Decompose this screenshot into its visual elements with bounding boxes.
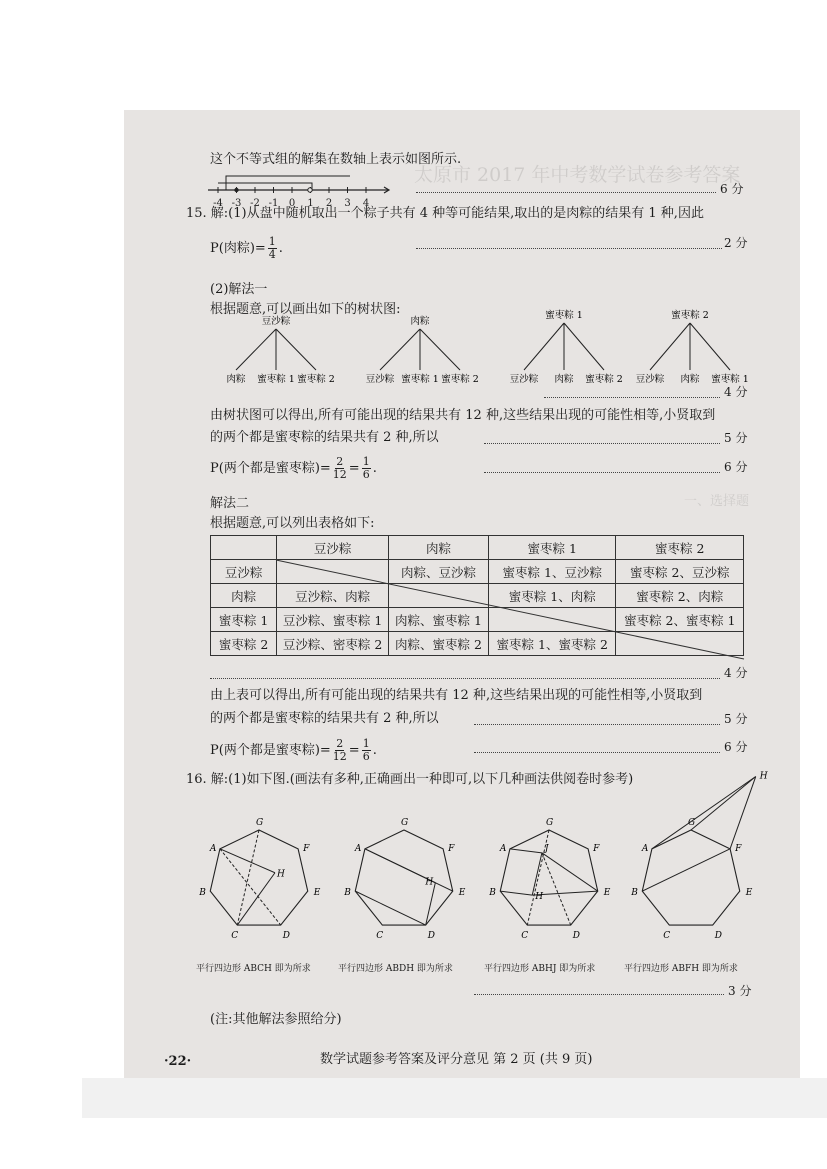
vertex-label: E (313, 888, 321, 899)
tree-leaf-label: 豆沙粽 (509, 374, 539, 385)
table-cell: 蜜枣粽 2 (211, 632, 277, 656)
tree-conclusion-1: 由树状图可以得出,所有可能出现的结果共有 12 种,这些结果出现的可能性相等,小贤取到 (210, 408, 716, 423)
tree-leaf-label: 蜜枣粽 2 (441, 374, 479, 385)
heptagon (355, 830, 452, 925)
tree-root-label: 豆沙粽 (261, 316, 291, 327)
tree-root-label: 肉粽 (410, 316, 430, 327)
p-both-d1: 12 (332, 468, 347, 481)
table-cell: 豆沙粽、蜜枣粽 1 (277, 608, 389, 632)
segment (542, 853, 598, 891)
p-both-eq: = (348, 461, 360, 476)
p-both-frac2 (362, 456, 371, 481)
segment (355, 891, 425, 925)
vertex-label: E (458, 888, 466, 899)
tree-branch (276, 329, 316, 370)
tree-branch (420, 329, 460, 370)
p-both-n2: 1 (362, 455, 370, 468)
tree-leaf-label: 蜜枣粽 2 (297, 374, 335, 385)
vertex-label: H (535, 892, 544, 903)
tree-leaf-label: 肉粽 (680, 374, 700, 385)
tree-branch (524, 323, 564, 370)
tree-intro: 根据题意,可以画出如下的树状图: (210, 302, 401, 317)
vertex-label: H (759, 771, 768, 782)
score-4-a: 4 分 (724, 385, 748, 399)
closed-endpoint (234, 188, 238, 192)
score-5-b: 5 分 (724, 712, 748, 726)
p-both-tail: . (372, 461, 377, 476)
segment (220, 849, 275, 873)
number-line-label: -2 (250, 198, 260, 209)
table-cell: 蜜枣粽 2、蜜枣粽 1 (616, 608, 744, 632)
tree-conclusion-2: 的两个都是蜜枣粽的结果共有 2 种,所以 (210, 430, 439, 445)
p-both-formula-b (210, 738, 377, 763)
p-meat-label: P(肉粽)= (210, 241, 266, 256)
page-badge: ·22· (164, 1054, 192, 1069)
p-both-frac1 (333, 456, 347, 481)
caption-abhj: 平行四边形 ABHJ 即为所求 (484, 964, 596, 974)
number-line-label: 1 (307, 198, 314, 209)
p-meat-den: 4 (268, 248, 276, 261)
dotted-leader (484, 443, 720, 444)
dotted-leader (484, 472, 720, 473)
score-6-first: 6 分 (720, 182, 744, 196)
method2-label: 解法二 (210, 496, 250, 511)
vertex-label: A (499, 843, 507, 854)
p-both-tail: . (372, 743, 377, 758)
dashed-segment (220, 849, 281, 925)
score-6-a: 6 分 (724, 460, 748, 474)
table-cell: 蜜枣粽 2、豆沙粽 (616, 560, 744, 584)
table-cell: 肉粽、蜜枣粽 1 (389, 608, 489, 632)
tree-leaf-label: 豆沙粽 (365, 374, 395, 385)
vertex-label: D (572, 931, 580, 942)
p-meat-formula (210, 236, 283, 261)
p-both-d2: 6 (362, 750, 370, 763)
dotted-leader (474, 724, 720, 725)
note: (注:其他解法参照给分) (210, 1012, 342, 1027)
caption-abfh: 平行四边形 ABFH 即为所求 (624, 964, 738, 974)
p-both-eq: = (348, 743, 360, 758)
table-cell: 蜜枣粽 1 (211, 608, 277, 632)
p-both-d1: 12 (332, 750, 347, 763)
vertex-label: B (631, 888, 638, 899)
vertex-label: F (593, 843, 600, 854)
vertex-label: E (603, 888, 611, 899)
tree-root-label: 蜜枣粽 2 (671, 310, 709, 321)
tree-root-label: 蜜枣粽 1 (545, 310, 583, 321)
bleed-through-section: 一、选择题 (684, 494, 750, 509)
tree-leaf-label: 蜜枣粽 1 (257, 374, 295, 385)
segment (652, 777, 756, 849)
number-line-label: -1 (268, 198, 279, 209)
tree-leaf-label: 蜜枣粽 1 (401, 374, 439, 385)
number-line-label: 0 (288, 198, 296, 209)
score-6-b: 6 分 (724, 740, 748, 754)
vertex-label: B (489, 888, 496, 899)
table-cell: 肉粽、豆沙粽 (389, 560, 489, 584)
vertex-label: A (354, 843, 362, 854)
heptagon (642, 830, 739, 925)
vertex-label: A (641, 843, 649, 854)
vertex-label: H (425, 877, 434, 888)
score-3: 3 分 (728, 984, 752, 998)
p-both-n1: 2 (336, 455, 344, 468)
vertex-label: D (714, 931, 722, 942)
vertex-label: C (376, 931, 384, 942)
vertex-label: J (544, 843, 549, 854)
p-both-n2: 1 (362, 737, 370, 750)
number-line (208, 170, 398, 210)
open-endpoint (308, 188, 312, 192)
tree-branch (650, 323, 690, 370)
segment (532, 853, 542, 895)
number-line-label: 3 (344, 198, 351, 209)
score-5-a: 5 分 (724, 431, 748, 445)
table-conclusion-2: 的两个都是蜜枣粽的结果共有 2 种,所以 (210, 711, 439, 726)
table-header-cell: 蜜枣粽 2 (616, 536, 744, 560)
vertex-label: H (276, 869, 285, 880)
segment (365, 849, 453, 891)
dotted-leader (474, 752, 720, 753)
segment (642, 849, 730, 891)
score-2: 2 分 (724, 236, 748, 250)
header-line: 这个不等式组的解集在数轴上表示如图所示. (210, 152, 462, 167)
dotted-leader (544, 397, 720, 398)
score-4-b: 4 分 (724, 666, 748, 680)
vertex-label: G (256, 818, 264, 828)
vertex-label: D (427, 931, 435, 942)
table-header-cell: 豆沙粽 (277, 536, 389, 560)
number-line-label: 2 (325, 198, 333, 209)
table-cell: 肉粽、蜜枣粽 2 (389, 632, 489, 656)
number-line-label: -3 (231, 198, 242, 209)
vertex-label: D (282, 931, 290, 942)
vertex-label: C (231, 931, 239, 942)
p-both-formula-a (210, 456, 377, 481)
dotted-leader (210, 678, 720, 679)
dotted-leader (474, 994, 724, 995)
vertex-label: C (663, 931, 671, 942)
tree-branch (236, 329, 276, 370)
vertex-label: G (401, 818, 409, 828)
number-line-label: 4 (362, 198, 370, 209)
heptagon (210, 830, 307, 925)
part2-label: (2)解法一 (210, 282, 268, 297)
p-both-frac1 (333, 738, 347, 763)
footer-text: 数学试题参考答案及评分意见 第 2 页 (共 9 页) (320, 1052, 593, 1067)
segment (500, 891, 532, 895)
table-intro: 根据题意,可以列出表格如下: (210, 516, 375, 531)
caption-abch: 平行四边形 ABCH 即为所求 (196, 964, 311, 974)
table-cell: 蜜枣粽 1、蜜枣粽 2 (488, 632, 616, 656)
vertex-label: G (546, 818, 554, 828)
table-cell: 肉粽 (211, 584, 277, 608)
q15-intro: 15. 解:(1)从盘中随机取出一个粽子共有 4 种等可能结果,取出的是肉粽的结果有 1 种,因此 (186, 206, 704, 221)
table-cell: 蜜枣粽 1、肉粽 (488, 584, 616, 608)
p-both-label: P(两个都是蜜枣粽)= (210, 743, 331, 758)
tree-leaf-label: 肉粽 (554, 374, 574, 385)
table-header-cell: 肉粽 (389, 536, 489, 560)
heptagon (500, 830, 597, 925)
caption-abdh: 平行四边形 ABDH 即为所求 (338, 964, 453, 974)
p-both-label: P(两个都是蜜枣粽)= (210, 461, 331, 476)
table-cell: 豆沙粽、密枣粽 2 (277, 632, 389, 656)
tree-branch (690, 323, 730, 370)
table-diagonal (210, 535, 750, 665)
p-meat-fraction (268, 236, 277, 261)
table-cell: 豆沙粽 (211, 560, 277, 584)
vertex-label: F (448, 843, 455, 854)
vertex-label: B (344, 888, 351, 899)
segment (510, 849, 542, 853)
table-cell: 蜜枣粽 2、肉粽 (616, 584, 744, 608)
tree-leaf-label: 蜜枣粽 1 (711, 374, 749, 385)
dotted-leader (416, 248, 722, 249)
dashed-segment (542, 853, 571, 925)
table-conclusion-1: 由上表可以得出,所有可能出现的结果共有 12 种,这些结果出现的可能性相等,小贤取到 (210, 688, 703, 703)
p-both-frac2 (362, 738, 371, 763)
scan-edge-shadow (82, 1078, 827, 1118)
q16-intro: 16. 解:(1)如下图.(画法有多种,正确画出一种即可,以下几种画法供阅卷时参考) (186, 772, 634, 787)
vertex-label: B (199, 888, 206, 899)
tree-diagrams (224, 310, 784, 390)
p-meat-tail: . (278, 241, 283, 256)
bleed-through-title: 太原市 2017 年中考数学试卷参考答案 (414, 164, 741, 186)
tree-branch (564, 323, 604, 370)
p-both-d2: 6 (362, 468, 370, 481)
p-meat-num: 1 (268, 235, 276, 248)
vertex-label: F (735, 843, 742, 854)
dotted-leader (416, 192, 716, 193)
p-both-n1: 2 (336, 737, 344, 750)
scanned-page (124, 110, 800, 1078)
vertex-label: G (688, 818, 696, 828)
table-cell: 蜜枣粽 1、豆沙粽 (488, 560, 616, 584)
table-cell: 豆沙粽、肉粽 (277, 584, 389, 608)
tree-leaf-label: 肉粽 (226, 374, 246, 385)
tree-leaf-label: 蜜枣粽 2 (585, 374, 623, 385)
vertex-label: E (745, 888, 753, 899)
vertex-label: C (521, 931, 529, 942)
tree-leaf-label: 豆沙粽 (635, 374, 665, 385)
tree-branch (380, 329, 420, 370)
number-line-label: -4 (213, 198, 223, 209)
vertex-label: A (209, 843, 217, 854)
vertex-label: F (303, 843, 310, 854)
table-header-cell: 蜜枣粽 1 (488, 536, 616, 560)
